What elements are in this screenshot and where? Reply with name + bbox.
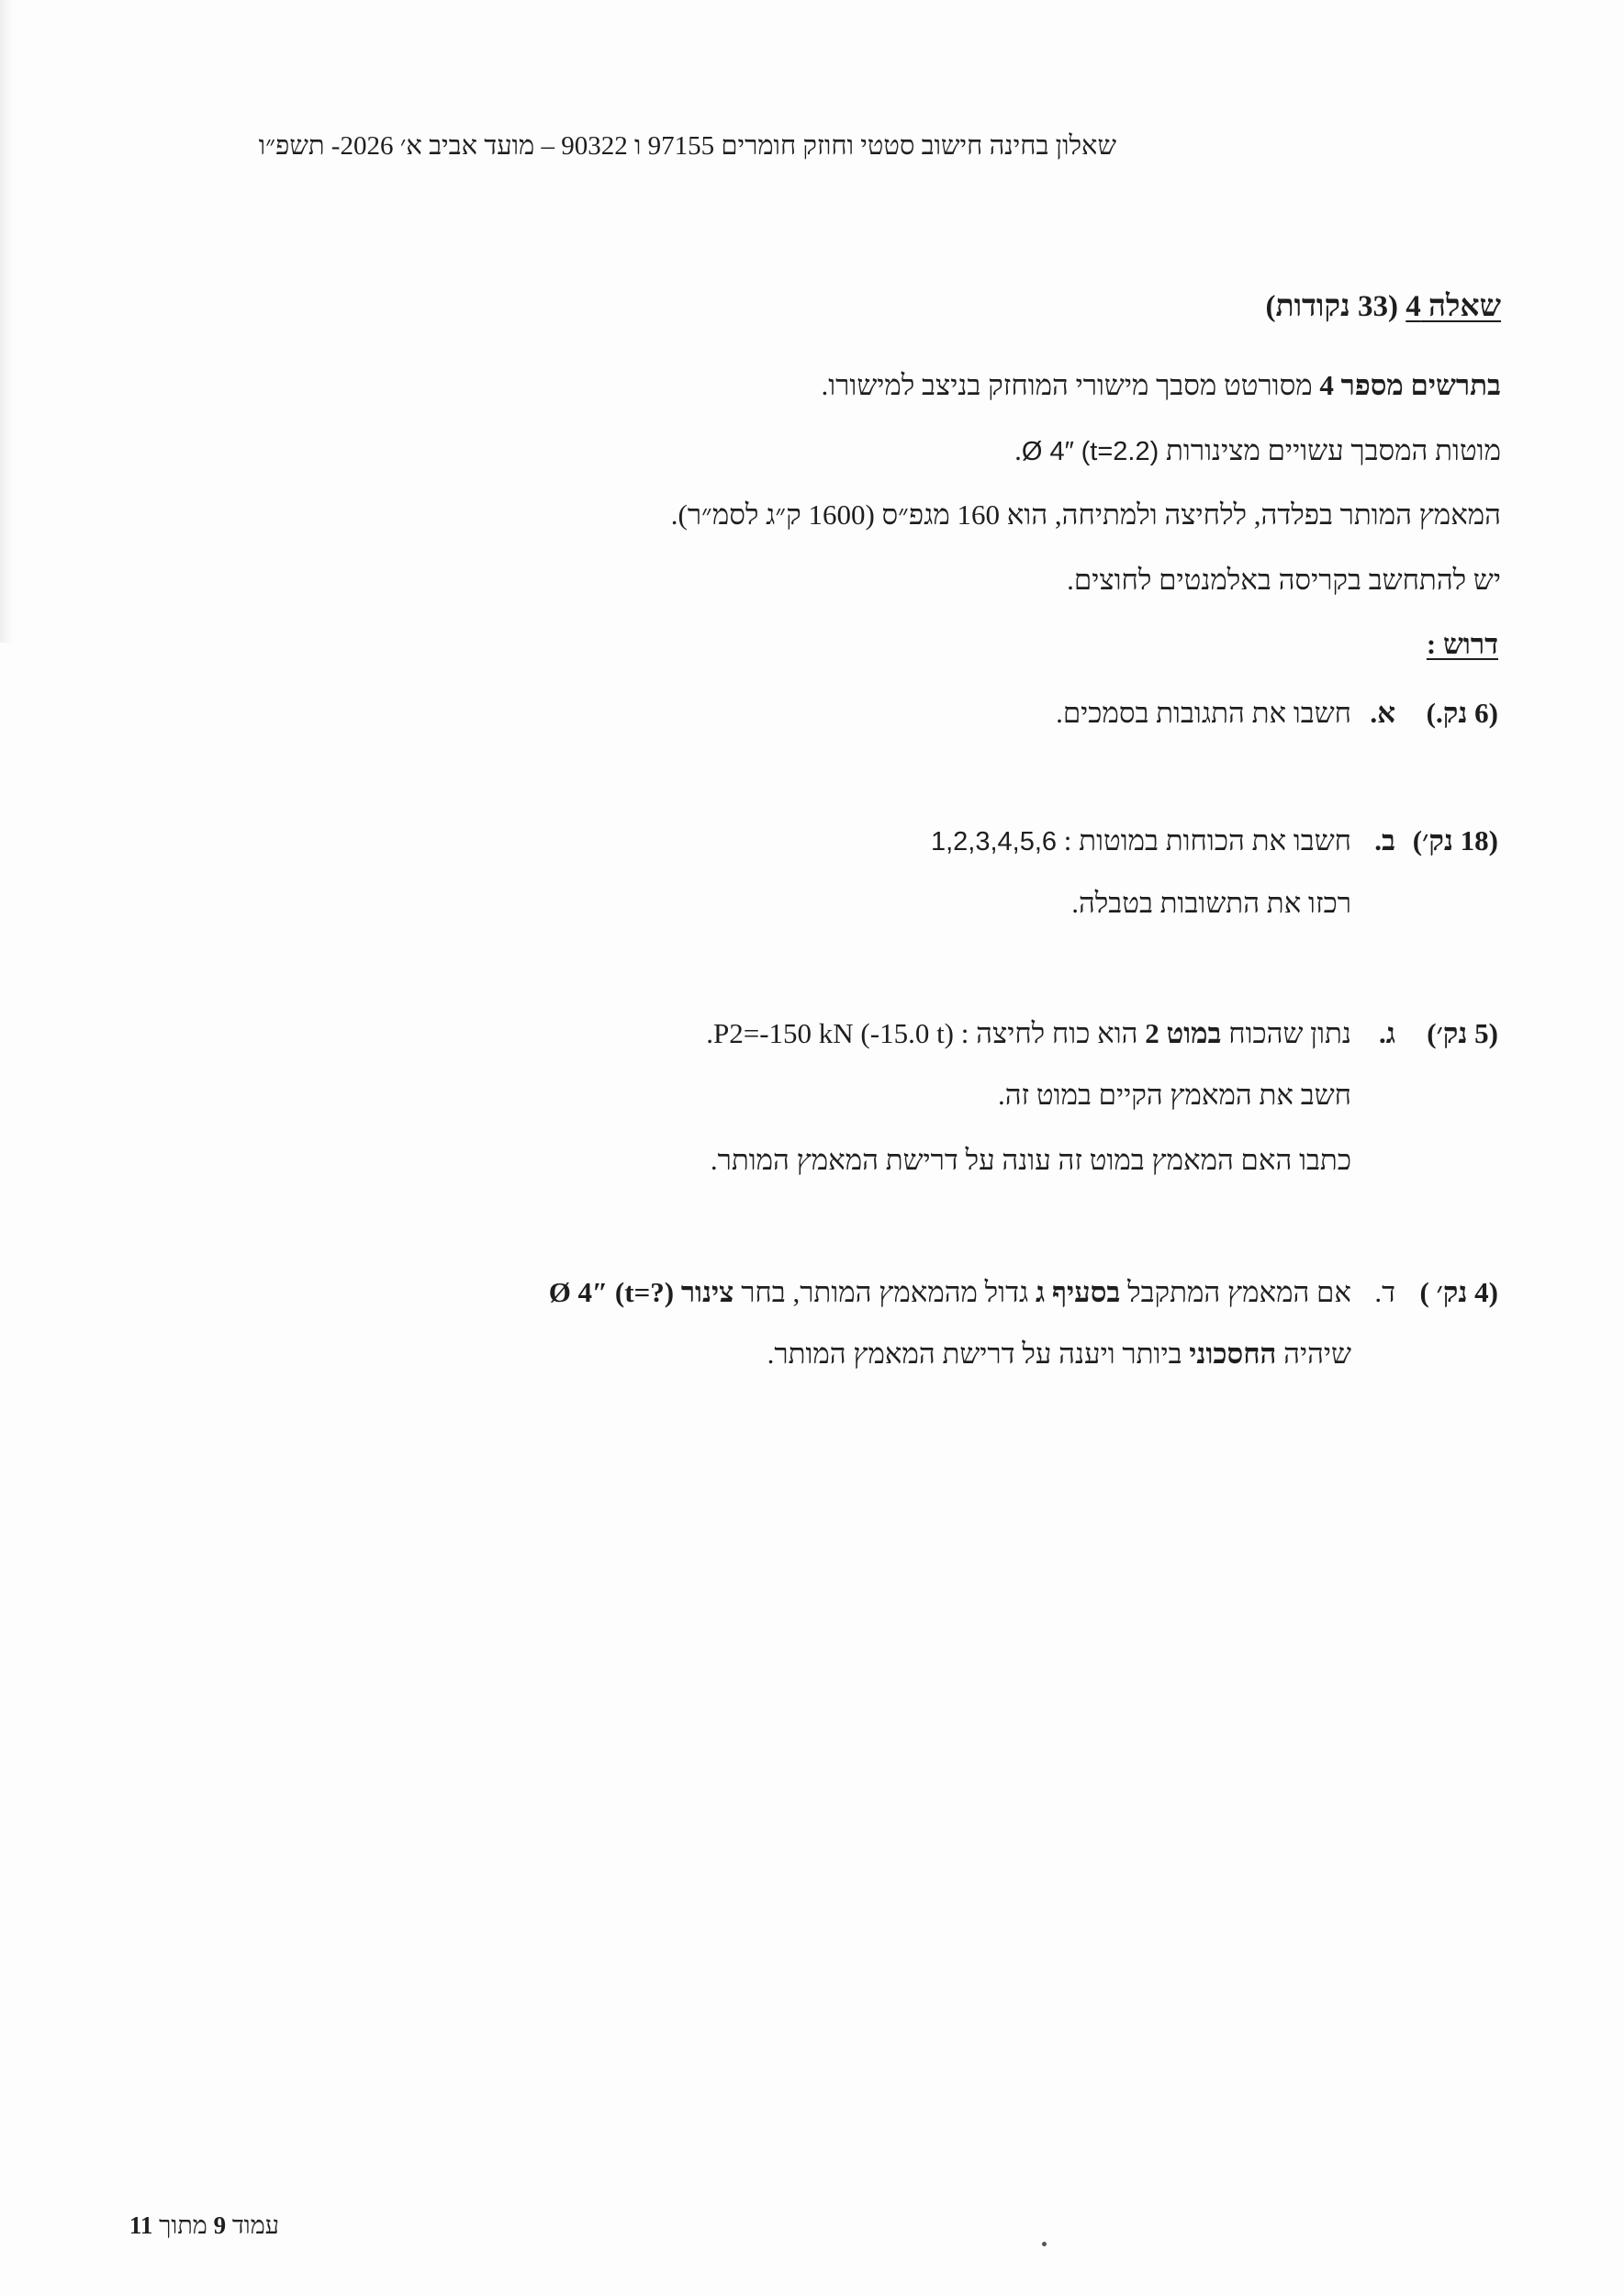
page-footer xyxy=(129,2211,279,2240)
item-a-letter: א. xyxy=(1370,697,1395,729)
item-d-line-2 xyxy=(767,1338,1351,1371)
exam-header: שאלון בחינה חישוב סטטי וחוזק חומרים 97155 ו 90322 – מועד אביב א׳ 2026- תשפ״ו xyxy=(258,131,1116,161)
item-b-letter: ב. xyxy=(1374,824,1395,856)
item-c-member-ref: במוט 2 xyxy=(1145,1017,1222,1049)
footer-page-word: עמוד xyxy=(231,2211,279,2239)
members-description: מוטות המסבך עשויים מצינורות xyxy=(1166,434,1501,466)
item-d-section-ref: בסעיף ג xyxy=(1036,1276,1121,1308)
question-number: שאלה 4 xyxy=(1406,290,1501,323)
item-d-points: (4 נק׳ ) xyxy=(1419,1276,1498,1308)
members-diameter: Ø 4″ xyxy=(1021,437,1074,466)
item-d xyxy=(549,1276,1498,1309)
footer-page-number: 9 xyxy=(213,2211,227,2239)
required-label: דרוש : xyxy=(1426,628,1498,660)
question-heading xyxy=(1266,288,1502,325)
intro-line-buckling: יש להתחשב בקריסה באלמנטים לחוצים. xyxy=(1067,564,1501,596)
item-c-text-before: נתון שהכוח xyxy=(1228,1017,1351,1049)
item-d-line-2-after: ביותר ויענה על דרישת המאמץ המותר. xyxy=(767,1338,1182,1370)
question-points: (33 נקודות) xyxy=(1265,290,1399,323)
item-c-force-value: P2=-150 kN (-15.0 t) xyxy=(712,1017,955,1049)
item-d-text-middle: גדול מהמאמץ המותר, בחר xyxy=(741,1276,1029,1308)
item-c-points: (5 נק׳) xyxy=(1427,1017,1498,1049)
item-d-line-2-before: שיהיה xyxy=(1283,1338,1351,1370)
item-a-points: (6 נק.) xyxy=(1426,697,1498,729)
item-d-pipe-word: צינור xyxy=(680,1276,734,1308)
item-d-text-before: אם המאמץ המתקבל xyxy=(1127,1276,1351,1308)
intro-line-allowable-stress: המאמץ המותר בפלדה, ללחיצה ולמתיחה, הוא 160 מגפ״ס (1600 ק״ג לסמ״ר). xyxy=(670,498,1501,531)
footer-of-word: מתוך xyxy=(159,2211,207,2239)
item-d-diameter: Ø 4″ xyxy=(548,1276,609,1308)
footer-total-pages: 11 xyxy=(129,2211,153,2239)
item-c-letter: ג. xyxy=(1379,1017,1395,1049)
scan-edge-shadow xyxy=(0,0,13,643)
intro-line-members xyxy=(1014,434,1501,468)
item-d-line-2-bold: החסכוני xyxy=(1189,1338,1277,1370)
item-c-period: . xyxy=(706,1017,713,1049)
item-d-thickness: (t=?) xyxy=(614,1276,675,1308)
item-c xyxy=(706,1017,1498,1050)
item-b-text: חשבו את הכוחות במוטות : xyxy=(1063,824,1351,856)
members-thickness: (t=2.2) xyxy=(1081,437,1159,466)
item-b xyxy=(931,824,1498,858)
item-b-members: 1,2,3,4,5,6 xyxy=(930,827,1058,856)
item-c-line-3: כתבו האם המאמץ במוט זה עונה על דרישת המאמץ המותר. xyxy=(710,1144,1351,1176)
item-b-points: (18 נק׳) xyxy=(1412,824,1498,856)
item-c-line-2: חשב את המאמץ הקיים במוט זה. xyxy=(997,1079,1351,1111)
item-a xyxy=(1056,697,1498,730)
diagram-description: מסורטט מסבך מישורי המוחזק בניצב למישורו. xyxy=(821,369,1313,401)
item-c-text-after: הוא כוח לחיצה : xyxy=(960,1017,1138,1049)
members-period: . xyxy=(1014,434,1022,466)
item-b-line-2: רכזו את התשובות בטבלה. xyxy=(1071,887,1351,919)
item-d-letter: ד. xyxy=(1374,1276,1395,1308)
scan-speck xyxy=(1042,2242,1047,2246)
item-a-text: חשבו את התגובות בסמכים. xyxy=(1056,697,1351,729)
diagram-reference: בתרשים מספר 4 xyxy=(1319,369,1501,401)
intro-line-diagram xyxy=(822,369,1502,402)
